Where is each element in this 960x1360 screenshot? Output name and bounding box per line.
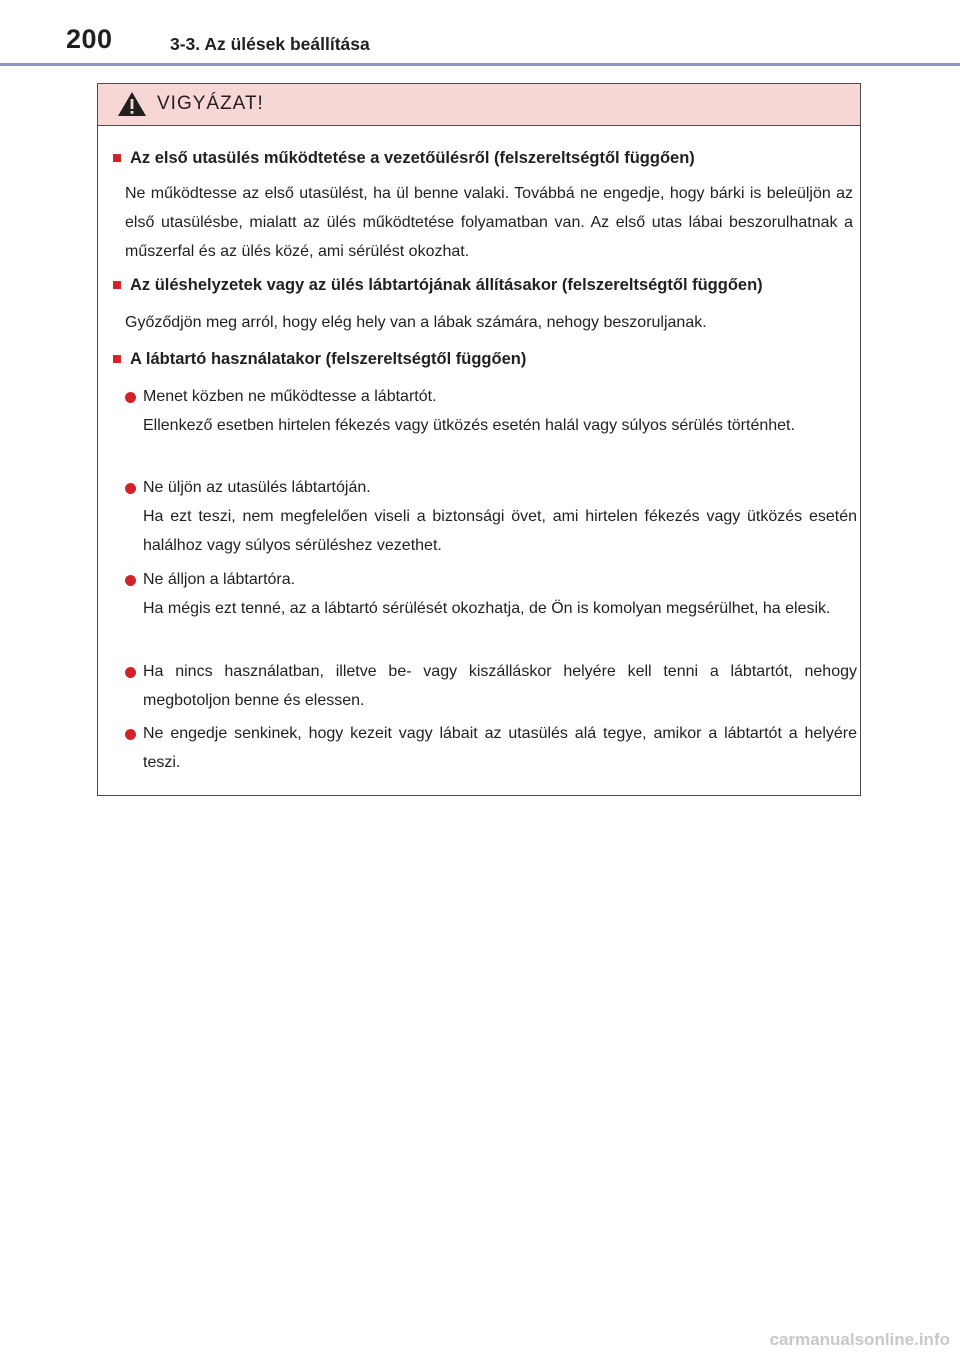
round-bullet-icon xyxy=(125,392,136,403)
round-bullet-icon xyxy=(125,667,136,678)
section-heading-text: Az első utasülés működtetése a vezetőülésről (felszereltségtől függően) xyxy=(129,149,695,167)
warning-triangle-icon xyxy=(117,91,147,117)
list-item xyxy=(125,657,857,715)
list-item xyxy=(125,473,857,560)
list-item-line2: Ha mégis ezt tenné, az a lábtartó sérülését okozhatja, de Ön is komolyan megsérülhet, ha elesik. xyxy=(143,600,831,617)
warning-header xyxy=(98,84,860,126)
list-item xyxy=(125,719,857,777)
section-heading xyxy=(112,149,857,168)
square-bullet-icon: ■ xyxy=(112,350,122,368)
section-title: 3-3. Az ülések beállítása xyxy=(170,34,370,54)
list-item-line1: Ne üljön az utasülés lábtartóján. xyxy=(143,479,371,496)
square-bullet-icon: ■ xyxy=(112,276,122,294)
section-heading-text: A lábtartó használatakor (felszereltségtől függően) xyxy=(129,350,527,368)
list-item-line2: Ha ezt teszi, nem megfelelően viseli a biztonsági övet, ami hirtelen fékezés vagy ütközés esetén halálhoz vagy súlyos sérüléshez vezethet. xyxy=(143,508,857,554)
section-heading xyxy=(112,350,857,369)
list-item xyxy=(125,382,857,440)
header-rule xyxy=(0,63,960,66)
watermark-text: carmanualsonline.info xyxy=(769,1330,950,1349)
section-heading-text: Az üléshelyzetek vagy az ülés lábtartójának állításakor (felszereltségtől függően) xyxy=(129,276,763,294)
list-item xyxy=(125,565,857,623)
warning-box xyxy=(97,83,861,796)
round-bullet-icon xyxy=(125,575,136,586)
page-number: 200 xyxy=(66,24,113,54)
list-item-line1: Ne engedje senkinek, hogy kezeit vagy lábait az utasülés alá tegye, amikor a lábtartót a helyére teszi. xyxy=(143,725,857,771)
section-heading xyxy=(112,276,857,295)
square-bullet-icon: ■ xyxy=(112,149,122,167)
warning-title: VIGYÁZAT! xyxy=(157,93,264,114)
section-paragraph: Ne működtesse az első utasülést, ha ül benne valaki. Továbbá ne engedje, hogy bárki is beleüljön az első utasülésbe, mialatt az ülés működtetése folyamatban van. Az első utas lábai beszorulhatnak a műszerfal és az ülés közé, ami sérülést okozhat. xyxy=(125,185,853,260)
list-item-line1: Ha nincs használatban, illetve be- vagy kiszálláskor helyére kell tenni a lábtartót, nehogy megbotoljon benne és elessen. xyxy=(143,663,857,709)
list-item-line1: Menet közben ne működtesse a lábtartót. xyxy=(143,388,437,405)
section-paragraph: Győződjön meg arról, hogy elég hely van a lábak számára, nehogy beszoruljanak. xyxy=(125,314,707,331)
list-item-line1: Ne álljon a lábtartóra. xyxy=(143,571,296,588)
page-header xyxy=(0,0,960,68)
list-item-line2: Ellenkező esetben hirtelen fékezés vagy ütközés esetén halál vagy súlyos sérülés történhet. xyxy=(143,417,795,434)
round-bullet-icon xyxy=(125,729,136,740)
round-bullet-icon xyxy=(125,483,136,494)
